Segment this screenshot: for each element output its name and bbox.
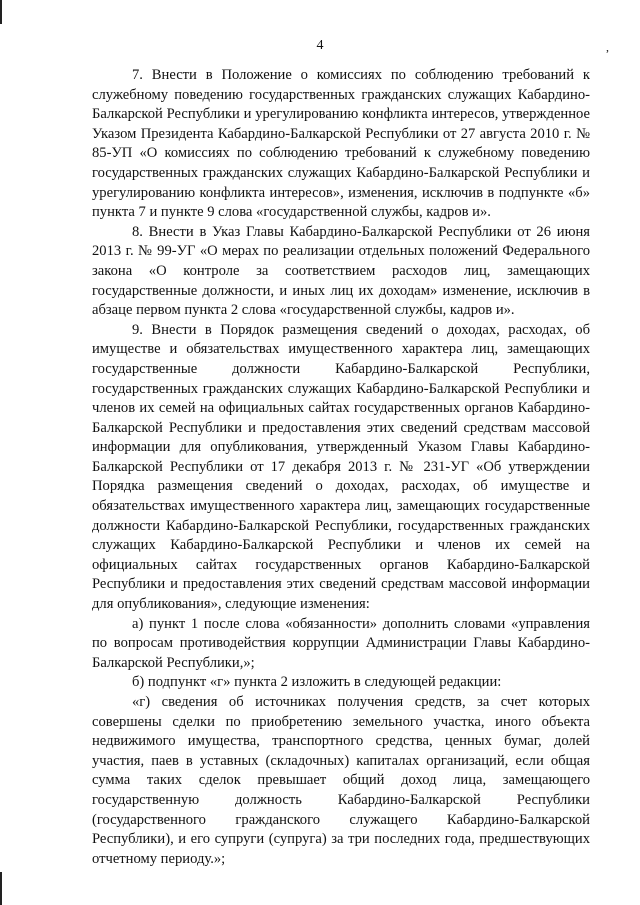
document-body [92,66,590,869]
subparagraph-a: а) пункт 1 после слова «обязанности» дополнить словами «управления по вопросам противодействия коррупции Администрации Главы Кабардино-Балкарской Республики,»; [92,615,590,671]
paragraph-item-8: 8. Внести в Указ Главы Кабардино-Балкарской Республики от 26 июня 2013 г. № 99-УГ «О мерах по реализации отдельных положений Федерального закона «О контроле за соответствием расходов лиц, замещающих государственные должности, и иных лиц их доходам» изменение, исключив в абзаце первом пункта 2 слова «государственной службы, кадров и». [92,223,590,319]
scan-edge-mark-top [0,0,2,24]
scan-mark-right: , [606,40,609,54]
paragraph-item-7: 7. Внести в Положение о комиссиях по соблюдению требований к служебному поведению государственных гражданских служащих Кабардино-Балкарской Республики и урегулированию конфликта интересов, утвержденное Указом Президента Кабардино-Балкарской Республики от 27 августа 2010 г. № 85-УП «О комиссиях по соблюдению требований к служебному поведению государственных гражданских служащих Кабардино-Балкарской Республики и урегулированию конфликта интересов», изменения, исключив в подпункте «б» пункта 7 и пункте 9 слова «государственной службы, кадров и». [92,67,590,221]
subparagraph-g-text: «г) сведения об источниках получения средств, за счет которых совершены сделки по приобретению земельного участка, иного объекта недвижимого имущества, транспортного средства, ценных бумаг, долей участия, паев в уставных (складочных) капиталах организаций, если общая сумма таких сделок превышает общий доход лица, замещающего государственную должность Кабардино-Балкарской Республики (государственного гражданского служащего Кабардино-Балкарской Республики), и его супруги (супруга) за три последних года, предшествующих отчетному периоду.»; [92,694,590,867]
paragraph-item-9: 9. Внести в Порядок размещения сведений о доходах, расходах, об имуществе и обязательствах имущественного характера лиц, замещающих государственные должности Кабардино-Балкарской Республики, государственных гражданских служащих Кабардино-Балкарской Республики и членов их семей на официальных сайтах государственных органов Кабардино-Балкарской Республики и предоставления этих сведений средствам массовой информации для опубликования, утвержденный Указом Главы Кабардино-Балкарской Республики от 17 декабря 2013 г. № 231-УГ «Об утверждении Порядка размещения сведений о доходах, расходах, об имуществе и обязательствах имущественного характера лиц, замещающих государственные должности Кабардино-Балкарской Республики, государственных гражданских служащих Кабардино-Балкарской Республики и членов их семей на официальных сайтах государственных органов Кабардино-Балкарской Республики и предоставления этих сведений средствам массовой информации для опубликования», следующие изменения: [92,321,590,613]
page-number: 4 [316,38,324,53]
scan-edge-mark-bottom [0,872,2,905]
subparagraph-b: б) подпункт «г» пункта 2 изложить в следующей редакции: [132,674,502,691]
